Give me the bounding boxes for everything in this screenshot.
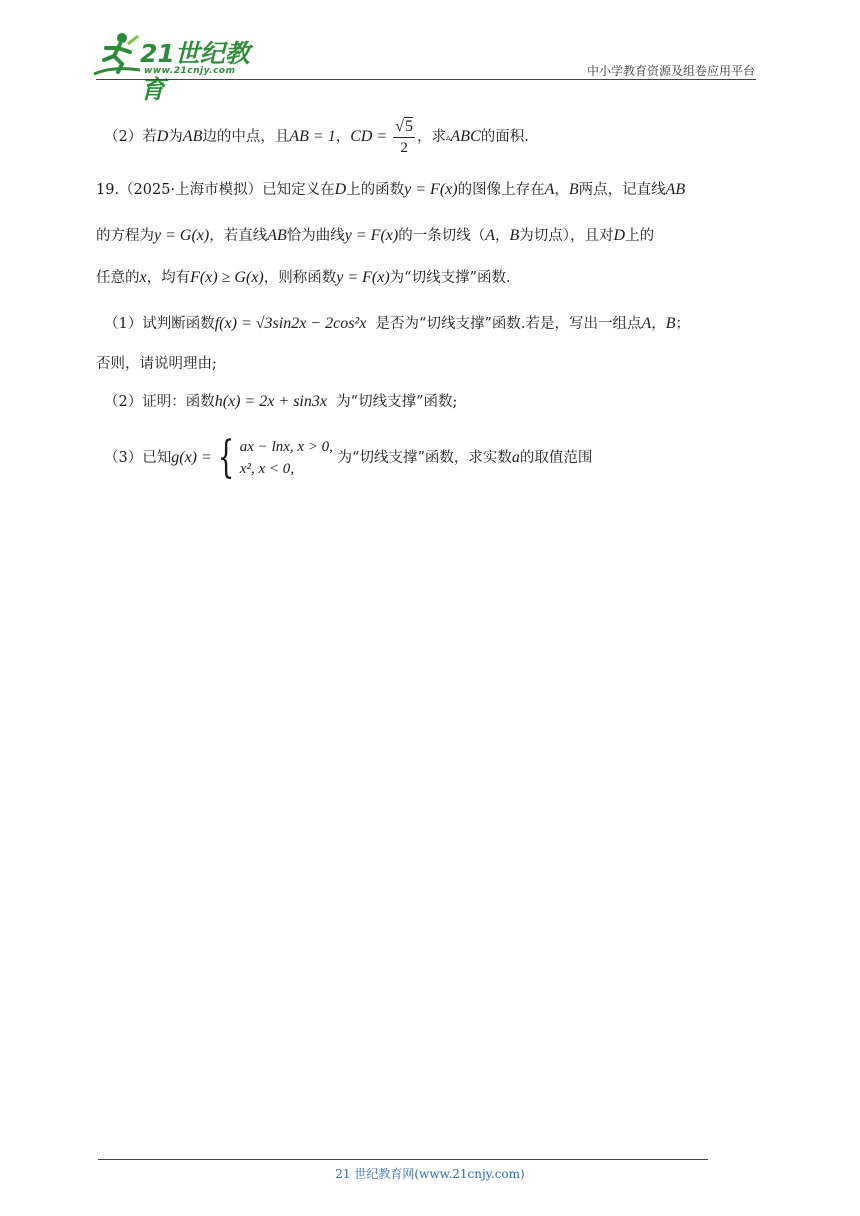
case-1: ax − lnx, x > 0, [239,439,333,455]
footer-divider [98,1159,708,1160]
q19-line3 [96,268,511,288]
text: 为“切线支撑”函数. [389,270,511,286]
math: A [544,181,555,198]
text: ，求 [417,129,446,145]
site-logo[interactable] [92,30,262,104]
math: y = G(x) [154,227,210,244]
text: 的方程为 [96,228,154,244]
math: y = F(x) [344,227,399,244]
text: 为 [168,129,183,145]
math: CD = [350,128,392,145]
math: F(x) ≥ G(x) [190,269,264,286]
case-2: x², x < 0, [239,461,294,477]
text: ， [494,228,510,244]
math: g(x) = [171,449,212,466]
math: h(x) = 2x + sin3x [214,393,327,410]
fraction: $\frac{√5}{2}$ [395,118,413,156]
text: 为切点），且对 [519,228,614,244]
text: 边的中点，且 [202,129,290,145]
q19-line2 [96,226,654,246]
text: ， [554,182,569,198]
brand-name: 21世纪教育 [140,39,250,104]
text: ，若直线 [209,228,268,244]
text: 两点，记直线 [578,182,666,198]
text: 的图像上存在 [457,182,545,198]
text: 上的 [625,228,655,244]
text: 上的函数 [346,182,405,198]
brace-symbol: { [217,432,235,483]
math: a [511,449,520,466]
q19-part1 [104,314,690,334]
math: x [139,269,147,286]
platform-name: 中小学教育资源及组卷应用平台 [586,64,755,78]
text: 的面积. [480,129,529,145]
math: AB [665,181,686,198]
math: B [568,181,579,198]
text: （1）试判断函数 [104,316,215,332]
text: 恰为曲线 [286,228,345,244]
text: 任意的 [96,270,140,286]
text: （2）若 [104,129,157,145]
math: B [665,315,676,332]
math: D [156,128,169,145]
text: 为“切线支撑”函数，求实数 [337,450,512,466]
brand-domain: www.21cnjy.com [144,66,236,76]
text: ； [675,316,691,332]
q19-part1-line2: 否则，请说明理由; [96,356,217,372]
page-header [0,0,860,104]
piecewise-cases [240,436,333,480]
math: D [613,227,626,244]
text: 19.（2025·上海市模拟）已知定义在 [96,182,335,198]
numerator: 5 [405,118,413,135]
q19-line1 [96,180,685,200]
math: y = F(x) [404,181,458,198]
q18-part2 [104,116,529,158]
math: ABC [450,128,481,145]
header-divider [96,79,756,80]
text: ， [335,129,351,145]
text: 的取值范围 [519,450,593,466]
text: 为“切线支撑”函数; [336,394,458,410]
text: （3）已知 [104,450,172,466]
math: B [509,227,520,244]
q19-part2 [104,392,457,412]
text: （2）证明：函数 [104,394,215,410]
denominator: 2 [400,140,408,156]
math: f(x) = √3sin2x − 2cos²x [214,315,367,332]
math: AB [267,227,287,244]
math: AB [182,128,203,145]
triangle-symbol: ▵ [446,133,451,143]
text: 的一条切线（ [398,228,486,244]
text: ，均有 [146,270,191,286]
math: D [334,181,347,198]
text: 是否为“切线支撑”函数.若是，写出一组点 [375,316,642,332]
text: ，则称函数 [263,270,337,286]
math: AB = 1 [289,128,336,145]
q19-part3 [104,432,593,483]
math: y = F(x) [336,269,390,286]
math: A [641,315,652,332]
math: A [485,227,495,244]
runner-logo-icon [92,30,144,78]
text: ， [651,316,666,332]
footer-link[interactable]: 21 世纪教育网(www.21cnjy.com) [335,1167,525,1181]
